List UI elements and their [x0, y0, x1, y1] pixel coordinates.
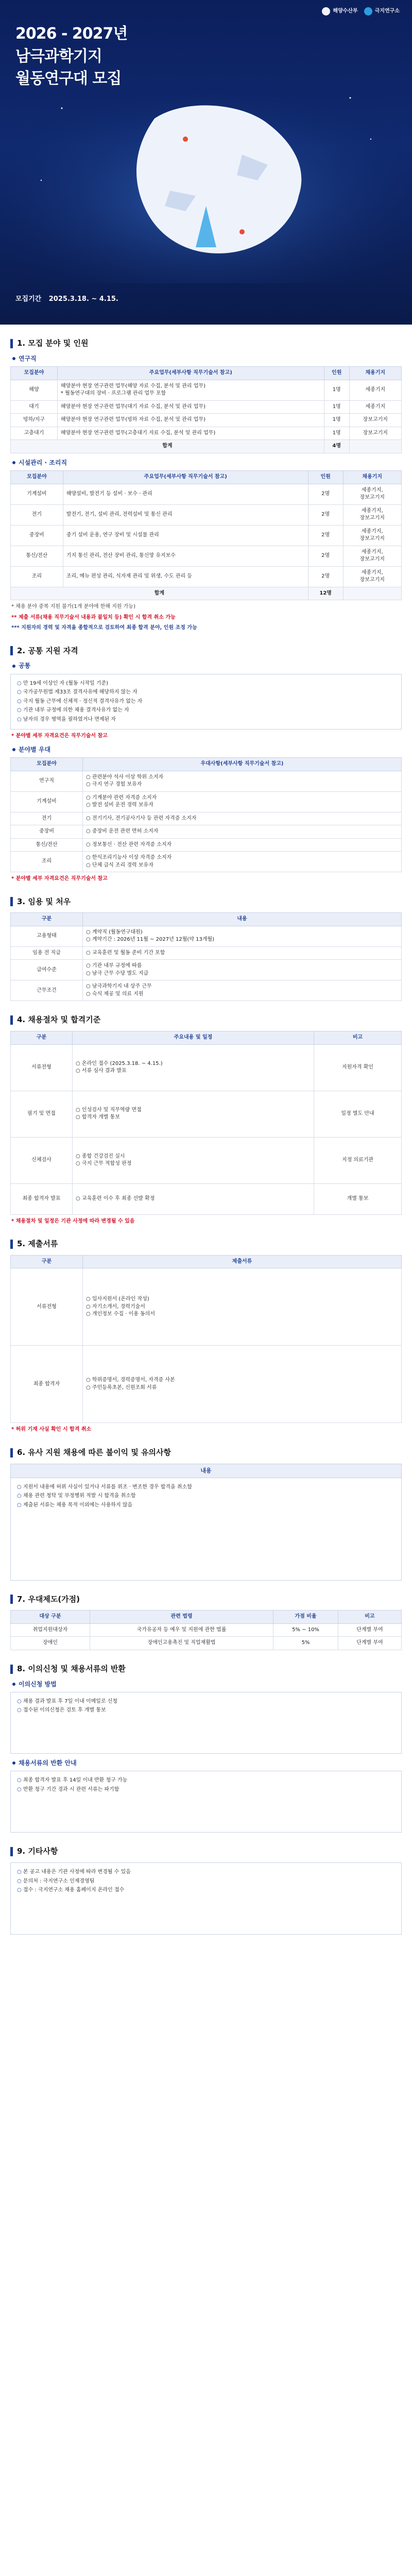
cell: 전기	[11, 504, 63, 525]
section-preference-points	[10, 1594, 402, 1650]
cell: 해양설비, 발전기 등 설비 · 보수 · 관리	[63, 484, 308, 504]
cell: 중장비	[11, 825, 83, 839]
bullet-dot-icon	[12, 1683, 15, 1686]
section-header	[10, 1594, 402, 1605]
section-bar	[10, 897, 13, 906]
cell: 일정 별도 안내	[314, 1091, 402, 1137]
table-row	[11, 838, 402, 852]
cell: 2명	[308, 566, 343, 587]
table-row	[11, 380, 402, 400]
subsection-facility	[12, 459, 402, 467]
cell: 2명	[308, 484, 343, 504]
cell: 기계설비	[11, 791, 83, 812]
cell: 세종기지, 장보고기지	[343, 566, 402, 587]
list-item: ○ 기관 내부 규정에 의한 채용 결격사유가 없는 자	[22, 707, 396, 715]
cell: 조리, 메뉴 편성 관리, 식자재 관리 및 위생, 수도 관리 등	[63, 566, 308, 587]
period-label: 모집기간	[15, 295, 42, 303]
cautions-box	[10, 1478, 402, 1581]
cell: 발전기, 전기, 설비 관리, 전력설비 및 통신 관리	[63, 504, 308, 525]
subsection-label: 분야별 우대	[19, 745, 51, 753]
col-header: 모집분야	[11, 758, 83, 771]
table-row	[11, 1137, 402, 1183]
list-item: ○ 극지 월동 근무에 신체적 · 정신적 결격사유가 없는 자	[22, 698, 396, 706]
subsection-objection	[12, 1680, 402, 1689]
col-header: 구분	[11, 913, 83, 926]
bullet-dot-icon	[12, 665, 15, 668]
cell: 신체검사	[11, 1137, 73, 1183]
cell: 국가유공자 등 예우 및 지원에 관한 법률	[90, 1623, 273, 1637]
list-item: ○ 국가공무원법 제33조 결격사유에 해당하지 않는 자	[22, 689, 396, 697]
cell: 임용 전 직급	[11, 946, 83, 960]
table-row	[11, 812, 402, 825]
cell: 1명	[324, 380, 349, 400]
col-header: 주요업무(세부사항 직무기술서 참고)	[57, 367, 324, 380]
table-row	[11, 1183, 402, 1214]
col-header: 채용기지	[349, 367, 401, 380]
cell: ○ 인성검사 및 직무역량 면접 ○ 합격자 개별 통보	[73, 1091, 314, 1137]
col-header: 비고	[338, 1611, 401, 1624]
cell: 장보고기지	[349, 414, 401, 427]
note-highlight: * 채용절차 및 일정은 기관 사정에 따라 변경될 수 있음	[11, 1218, 135, 1224]
table-row	[11, 946, 402, 960]
note-highlight: * 허위 기재 사실 확인 시 합격 취소	[11, 1427, 92, 1433]
cell: 장애인고용촉진 및 직업재활법	[90, 1637, 273, 1650]
list-item: ○ 제출된 서류는 채용 목적 이외에는 사용하지 않음	[22, 1502, 396, 1510]
note-highlight: ** 제출 서류(채용 직무기술서 내용과 불일치 등) 확인 시 합격 취소 가능	[11, 614, 176, 620]
section-header	[10, 1447, 402, 1459]
note-highlight: *** 지원자의 경력 및 자격을 종합적으로 검토하여 최종 합격 분야, 인원 조정 가능	[11, 625, 197, 631]
table-row	[11, 566, 402, 587]
table-row	[11, 427, 402, 440]
cell: 해양분야 현장 연구관련 업무(해양 자료 수집, 분석 및 관리 업무) * 월동연구대의 장비 · 프로그램 관리 업무 포함	[57, 380, 324, 400]
subsection-label: 시설관리 · 조리직	[19, 459, 67, 466]
cell: 연구직	[11, 771, 83, 791]
cell: ○ 학위증명서, 경력증명서, 자격증 사본 ○ 주민등록초본, 신원조회 서류	[83, 1346, 402, 1423]
col-header: 주요업무(세부사항 직무기술서 참고)	[63, 471, 308, 484]
preference-table	[10, 757, 402, 872]
list-item: ○ 본 공고 내용은 기관 사정에 따라 변경될 수 있음	[22, 1869, 396, 1876]
cell: ○ 한식조리기능사 이상 자격증 소지자 ○ 단체 급식 조리 경력 보유자	[83, 852, 402, 872]
cell: ○ 관련분야 석사 이상 학위 소지자 ○ 극지 연구 경험 보유자	[83, 771, 402, 791]
total-value: 4명	[324, 440, 349, 453]
bullet-dot-icon	[12, 357, 15, 360]
list-item: ○ 최종 합격자 발표 후 14일 이내 반환 청구 가능	[22, 1777, 396, 1785]
table-row	[11, 771, 402, 791]
common-qualifications-list	[16, 680, 396, 724]
process-table	[10, 1031, 402, 1215]
section-title: 4. 채용절차 및 합격기준	[17, 1015, 101, 1025]
table-row	[11, 825, 402, 839]
cell: 세종기지	[349, 380, 401, 400]
bullet-dot-icon	[12, 748, 15, 751]
table-row	[11, 926, 402, 946]
section-header	[10, 1846, 402, 1857]
table-row	[11, 1346, 402, 1423]
misc-box	[10, 1862, 402, 1935]
cell: 1명	[324, 427, 349, 440]
cell: 5%	[273, 1637, 338, 1650]
cell: 중장비	[11, 525, 63, 546]
table-row	[11, 852, 402, 872]
total-label: 합계	[11, 440, 324, 453]
section-cautions	[10, 1447, 402, 1581]
table-row	[11, 1091, 402, 1137]
cell: 개별 통보	[314, 1183, 402, 1214]
total-label: 합계	[11, 587, 308, 600]
cell: 중기 설비 운용, 연구 장비 및 시설물 관리	[63, 525, 308, 546]
kopri-logo	[364, 7, 400, 15]
list-item: ○ 만 19세 이상인 자 (월동 시작일 기준)	[22, 680, 396, 688]
table-row	[11, 546, 402, 566]
section-bar	[10, 1595, 13, 1604]
cell: 해양분야 현장 연구관련 업무(대기 자료 수집, 분석 및 관리 업무)	[57, 400, 324, 414]
cell: 지원자격 확인	[314, 1044, 402, 1091]
note-highlight: * 분야별 세부 자격요건은 직무기술서 참고	[11, 876, 108, 882]
section-title: 9. 기타사항	[17, 1846, 58, 1856]
cell: ○ 기관 내부 규정에 따름 ○ 남극 근무 수당 별도 지급	[83, 960, 402, 980]
col-header: 제출서류	[83, 1255, 402, 1268]
bullet-dot-icon	[12, 461, 15, 464]
note-highlight: * 분야별 세부 자격요건은 직무기술서 참고	[11, 733, 108, 739]
cell: 해양	[11, 380, 58, 400]
subsection-preference	[12, 745, 402, 754]
page-bottom-spacer	[0, 1938, 412, 1958]
cell: ○ 기계분야 관련 자격증 소지자 ○ 발전 설비 운전 경력 보유자	[83, 791, 402, 812]
col-header: 우대사항(세부사항 직무기술서 참고)	[83, 758, 402, 771]
list-item: ○ 남자의 경우 병역을 필하였거나 면제된 자	[22, 716, 396, 724]
list-item: ○ 채용 결과 발표 후 7일 이내 이메일로 신청	[22, 1698, 396, 1706]
cell: ○ 정보통신 · 전산 관련 자격증 소지자	[83, 838, 402, 852]
objection-list	[16, 1698, 396, 1715]
employment-table	[10, 912, 402, 1001]
section-header	[10, 646, 402, 657]
col-header: 인원	[308, 471, 343, 484]
list-item: ○ 반환 청구 기간 경과 시 관련 서류는 파기함	[22, 1786, 396, 1794]
cell: 고층대기	[11, 427, 58, 440]
cell: 2명	[308, 504, 343, 525]
total-value: 12명	[308, 587, 343, 600]
section-header	[10, 896, 402, 908]
cell: 조리	[11, 566, 63, 587]
hero-title-line-1: 2026 - 2027년	[15, 25, 128, 43]
subsection-label: 공통	[19, 662, 31, 670]
col-header: 모집분야	[11, 471, 63, 484]
ministry-logo-icon	[322, 7, 330, 15]
table-row	[11, 1623, 402, 1637]
section-title: 7. 우대제도(가점)	[17, 1594, 80, 1604]
note: * 채용 분야 중복 지원 불가(1개 분야에 한해 지원 가능)	[11, 604, 135, 610]
cell: 통신/전산	[11, 838, 83, 852]
cell: ○ 계약직 (월동연구대원) ○ 계약기간 : 2026년 11월 ~ 2027년 12월(약 13개월)	[83, 926, 402, 946]
section-header	[10, 338, 402, 349]
cell: 조리	[11, 852, 83, 872]
subsection-return	[12, 1759, 402, 1768]
subsection-label: 이의신청 방법	[19, 1680, 57, 1688]
list-item: ○ 채용 관련 청탁 및 부정행위 적발 시 합격을 취소함	[22, 1493, 396, 1500]
hero-banner	[0, 0, 412, 325]
common-qualifications-box	[10, 674, 402, 730]
kopri-logo-icon	[364, 7, 372, 15]
kopri-name: 극지연구소	[374, 8, 400, 14]
section-bar	[10, 1665, 13, 1674]
cell: 세종기지, 장보고기지	[343, 504, 402, 525]
section-bar	[10, 1240, 13, 1249]
section-bar	[10, 646, 13, 655]
ministry-name: 해양수산부	[333, 8, 358, 14]
cell: 해양분야 현장 연구관련 업무(빙하 자료 수집, 분석 및 관리 업무)	[57, 414, 324, 427]
table-row	[11, 1637, 402, 1650]
subsection-research	[12, 354, 402, 363]
table-row	[11, 1268, 402, 1346]
cell: 서류전형	[11, 1044, 73, 1091]
section-title: 5. 제출서류	[17, 1239, 58, 1249]
cell: 지정 의료기관	[314, 1137, 402, 1183]
subsection-label: 연구직	[19, 354, 37, 362]
cell: 서류전형	[11, 1268, 83, 1346]
facility-positions-table	[10, 470, 402, 600]
documents-table	[10, 1255, 402, 1423]
table-row	[11, 960, 402, 980]
cell	[349, 440, 401, 453]
cell: ○ 전기기사, 전기공사기사 등 관련 자격증 소지자	[83, 812, 402, 825]
cell: ○ 중장비 운전 관련 면허 소지자	[83, 825, 402, 839]
cell: 2명	[308, 525, 343, 546]
cell: 통신/전산	[11, 546, 63, 566]
cell: 1명	[324, 414, 349, 427]
cell: 세종기지, 장보고기지	[343, 546, 402, 566]
table-row	[11, 400, 402, 414]
col-header: 가점 비율	[273, 1611, 338, 1624]
cell: 전기	[11, 812, 83, 825]
return-box	[10, 1771, 402, 1833]
cell: 고용형태	[11, 926, 83, 946]
col-header: 주요내용 및 일정	[73, 1031, 314, 1045]
table-row	[11, 504, 402, 525]
antarctica-illustration	[0, 77, 412, 283]
section-title: 2. 공통 지원 자격	[17, 646, 78, 655]
col-header: 비고	[314, 1031, 402, 1045]
section-header	[10, 1664, 402, 1675]
recruitment-period	[15, 295, 118, 304]
objection-box	[10, 1692, 402, 1754]
section-process	[10, 1014, 402, 1225]
section-bar	[10, 1847, 13, 1856]
bullet-dot-icon	[12, 1761, 15, 1765]
section-bar	[10, 1015, 13, 1025]
section-documents	[10, 1239, 402, 1434]
section-header	[10, 1014, 402, 1026]
cell: ○ 입사지원서 (온라인 작성) ○ 자기소개서, 경력기술서 ○ 개인정보 수집 · 이용 동의서	[83, 1268, 402, 1346]
table-row	[11, 484, 402, 504]
section-header	[10, 1239, 402, 1250]
cell: 세종기지, 장보고기지	[343, 484, 402, 504]
cell: 최종 합격자	[11, 1346, 83, 1423]
cell: 5% ~ 10%	[273, 1623, 338, 1637]
cell: 단계별 부여	[338, 1637, 401, 1650]
section-employment	[10, 896, 402, 1002]
subsection-label: 채용서류의 반환 안내	[19, 1759, 77, 1767]
cell: 세종기지, 장보고기지	[343, 525, 402, 546]
table-row	[11, 791, 402, 812]
cell: 기계설비	[11, 484, 63, 504]
col-header: 구분	[11, 1031, 73, 1045]
cell: 세종기지	[349, 400, 401, 414]
cell: 2명	[308, 546, 343, 566]
section-bar	[10, 1448, 13, 1458]
cell: ○ 온라인 접수 (2025.3.18. ~ 4.15.) ○ 서류 심사 결과 발표	[73, 1044, 314, 1091]
box-title: 내용	[10, 1464, 402, 1478]
cell: 단계별 부여	[338, 1623, 401, 1637]
section-objection	[10, 1664, 402, 1833]
cell: 최종 합격자 발표	[11, 1183, 73, 1214]
cell: 빙하/지구	[11, 414, 58, 427]
cell: 장보고기지	[349, 427, 401, 440]
section-title: 8. 이의신청 및 채용서류의 반환	[17, 1664, 126, 1673]
hero-title-line-2: 남극과학기지	[15, 47, 102, 65]
cell: 기지 통신 관리, 전산 장비 관리, 통신망 유지보수	[63, 546, 308, 566]
list-item: ○ 문의처 : 극지연구소 인재경영팀	[22, 1878, 396, 1886]
cell: 근무조건	[11, 980, 83, 1001]
cell: 필기 및 면접	[11, 1091, 73, 1137]
hero-org-logos	[322, 7, 400, 15]
cell: ○ 교육훈련 이수 후 최종 선발 확정	[73, 1183, 314, 1214]
col-header: 내용	[83, 913, 402, 926]
cell: 대기	[11, 400, 58, 414]
section-title: 1. 모집 분야 및 인원	[17, 338, 89, 348]
total-row	[11, 440, 402, 453]
ministry-logo	[322, 7, 357, 15]
cell: 취업지원대상자	[11, 1623, 90, 1637]
col-header: 대상 구분	[11, 1611, 90, 1624]
subsection-common	[12, 662, 402, 670]
cell: ○ 교육훈련 및 월동 준비 기간 포함	[83, 946, 402, 960]
preference-points-table	[10, 1610, 402, 1650]
total-row	[11, 587, 402, 600]
cell: 급여수준	[11, 960, 83, 980]
list-item: ○ 지원서 내용에 허위 사실이 있거나 서류를 위조 · 변조한 경우 합격을 취소함	[22, 1484, 396, 1492]
list-item: ○ 접수 : 극지연구소 채용 홈페이지 온라인 접수	[22, 1887, 396, 1894]
col-header: 인원	[324, 367, 349, 380]
section-title: 6. 유사 지원 채용에 따른 불이익 및 유의사항	[17, 1447, 171, 1457]
cautions-list	[16, 1484, 396, 1510]
col-header: 채용기지	[343, 471, 402, 484]
cell: 1명	[324, 400, 349, 414]
col-header: 관련 법령	[90, 1611, 273, 1624]
table-row	[11, 414, 402, 427]
cell: 해양분야 현장 연구관련 업무(고층대기 자료 수집, 분석 및 관리 업무)	[57, 427, 324, 440]
misc-list	[16, 1869, 396, 1894]
cell	[343, 587, 402, 600]
section-title: 3. 임용 및 처우	[17, 896, 71, 906]
table-row	[11, 525, 402, 546]
table-row	[11, 980, 402, 1001]
section-positions	[10, 338, 402, 632]
list-item: ○ 접수된 이의신청은 검토 후 개별 통보	[22, 1707, 396, 1715]
cell: 장애인	[11, 1637, 90, 1650]
period-value: 2025.3.18. ~ 4.15.	[48, 295, 118, 303]
section-qualifications	[10, 646, 402, 883]
col-header: 구분	[11, 1255, 83, 1268]
research-positions-table	[10, 366, 402, 453]
table-row	[11, 1044, 402, 1091]
section-bar	[10, 339, 13, 348]
col-header: 모집분야	[11, 367, 58, 380]
cell: ○ 남극과학기지 내 상주 근무 ○ 숙식 제공 및 의료 지원	[83, 980, 402, 1001]
return-list	[16, 1777, 396, 1793]
cell: ○ 종합 건강검진 실시 ○ 극지 근무 적합성 판정	[73, 1137, 314, 1183]
section-misc	[10, 1846, 402, 1935]
